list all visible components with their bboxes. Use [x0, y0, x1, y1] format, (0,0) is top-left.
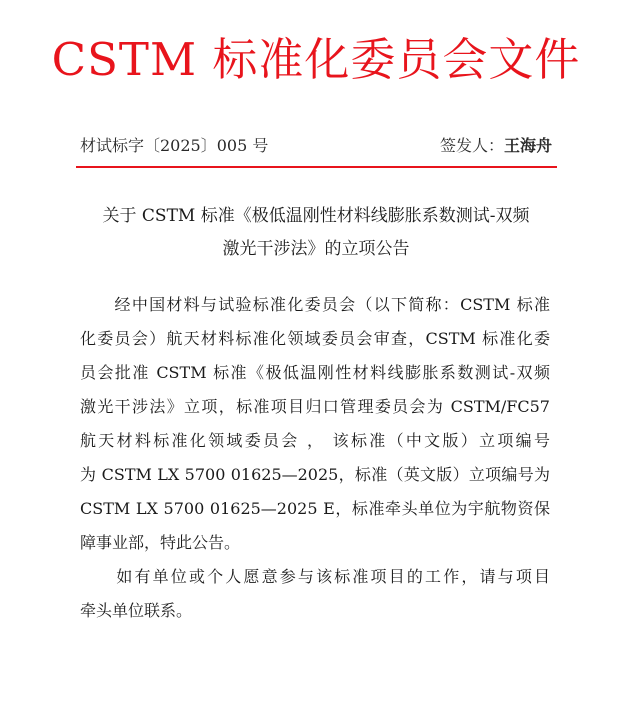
paragraph-approval [80, 288, 550, 560]
issuer [440, 134, 552, 158]
issuer-label: 签发人： [439, 136, 504, 155]
red-divider-rule [76, 166, 557, 168]
body-line: 如有单位或个人愿意参与该标准项目的工作，请与项目 [80, 567, 550, 586]
masthead-title: CSTM 标准化委员会文件 [51, 33, 581, 86]
body-line: 化委员会）航天材料标准化领域委员会审查，CSTM 标准化委 [80, 329, 550, 348]
notice-title [80, 200, 552, 266]
issuer-name: 王海舟 [503, 136, 552, 155]
paragraph-contact [80, 560, 550, 628]
notice-title-line: 关于 CSTM 标准《极低温刚性材料线膨胀系数测试-双频 [102, 206, 530, 226]
body-line: 经中国材料与试验标准化委员会（以下简称：CSTM 标准 [80, 295, 550, 314]
document-number: 材试标字〔2025〕005 号 [80, 136, 269, 155]
body-line: 障事业部，特此公告。 [80, 533, 241, 552]
body-line: 员会批准 CSTM 标准《极低温刚性材料线膨胀系数测试-双频 [80, 363, 550, 382]
body-line: 牵头单位联系。 [80, 601, 193, 620]
body-line: 为 CSTM LX 5700 01625—2025，标准（英文版）立项编号为 [80, 465, 550, 484]
body-line: CSTM LX 5700 01625—2025 E，标准牵头单位为宇航物资保 [80, 499, 550, 518]
body-line: 航天材料标准化领域委员会 ， 该标准（中文版）立项编号 [80, 431, 550, 450]
notice-title-line: 激光干涉法》的立项公告 [222, 239, 410, 259]
document-meta-row [80, 134, 552, 158]
body-line: 激光干涉法》立项，标准项目归口管理委员会为 CSTM/FC57 [80, 397, 550, 416]
notice-body [80, 288, 550, 628]
